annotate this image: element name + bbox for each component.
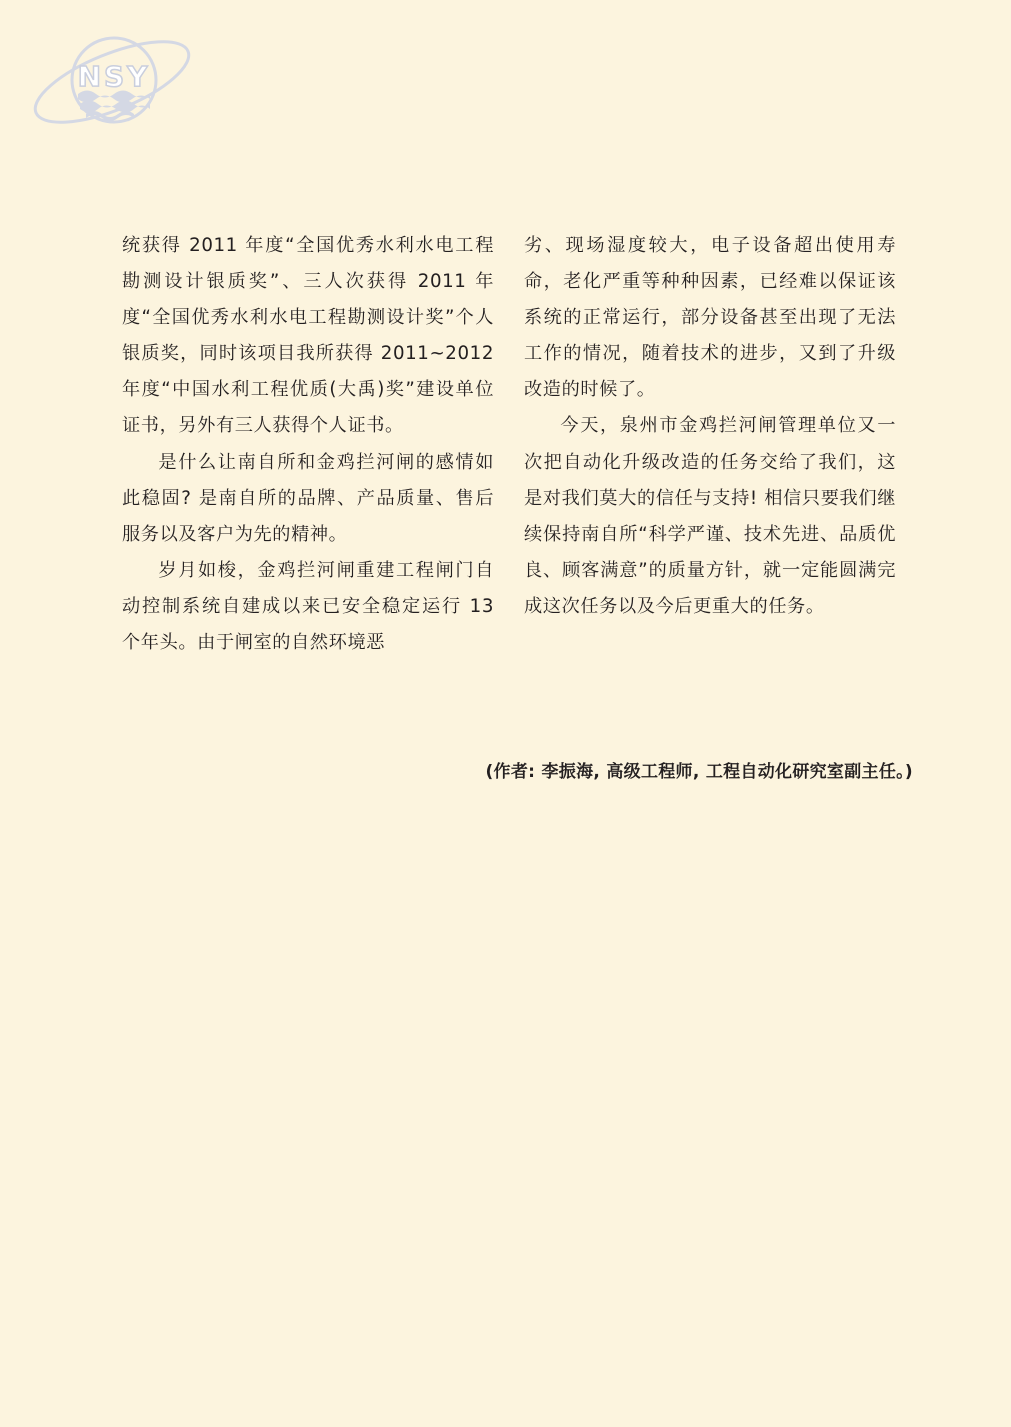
paragraph: 劣、现场湿度较大，电子设备超出使用寿命，老化严重等种种因素，已经难以保证该系统的正常运行，部分设备甚至出现了无法工作的情况，随着技术的进步，又到了升级改造的时候了。 — [524, 235, 896, 401]
left-column — [122, 228, 494, 661]
paragraph: 今天，泉州市金鸡拦河闸管理单位又一次把自动化升级改造的任务交给了我们，这是对我们莫大的信任与支持! 相信只要我们继续保持南自所“科学严谨、技术先进、品质优良、顾客满意”的质量方针，就一定能圆满完成这次任务以及今后更重大的任务。 — [524, 415, 896, 617]
logo-text: NSY — [77, 60, 151, 93]
paragraph: 是什么让南自所和金鸡拦河闸的感情如此稳固? 是南自所的品牌、产品质量、售后服务以及客户为先的精神。 — [122, 451, 494, 545]
right-column — [524, 228, 896, 625]
author-byline: (作者: 李振海, 高级工程师, 工程自动化研究室副主任。) — [485, 762, 913, 782]
paragraph: 统获得 2011 年度“全国优秀水利水电工程勘测设计银质奖”、三人次获得 2011 年度“全国优秀水利水电工程勘测设计奖”个人银质奖，同时该项目我所获得 2011~2012 年度“中国水利工程优质(大禹)奖”建设单位证书，另外有三人获得个人证书。 — [122, 235, 494, 437]
paragraph: 岁月如梭，金鸡拦河闸重建工程闸门自动控制系统自建成以来已安全稳定运行 13 个年头。由于闸室的自然环境恶 — [122, 559, 494, 654]
nsy-logo — [28, 22, 200, 132]
